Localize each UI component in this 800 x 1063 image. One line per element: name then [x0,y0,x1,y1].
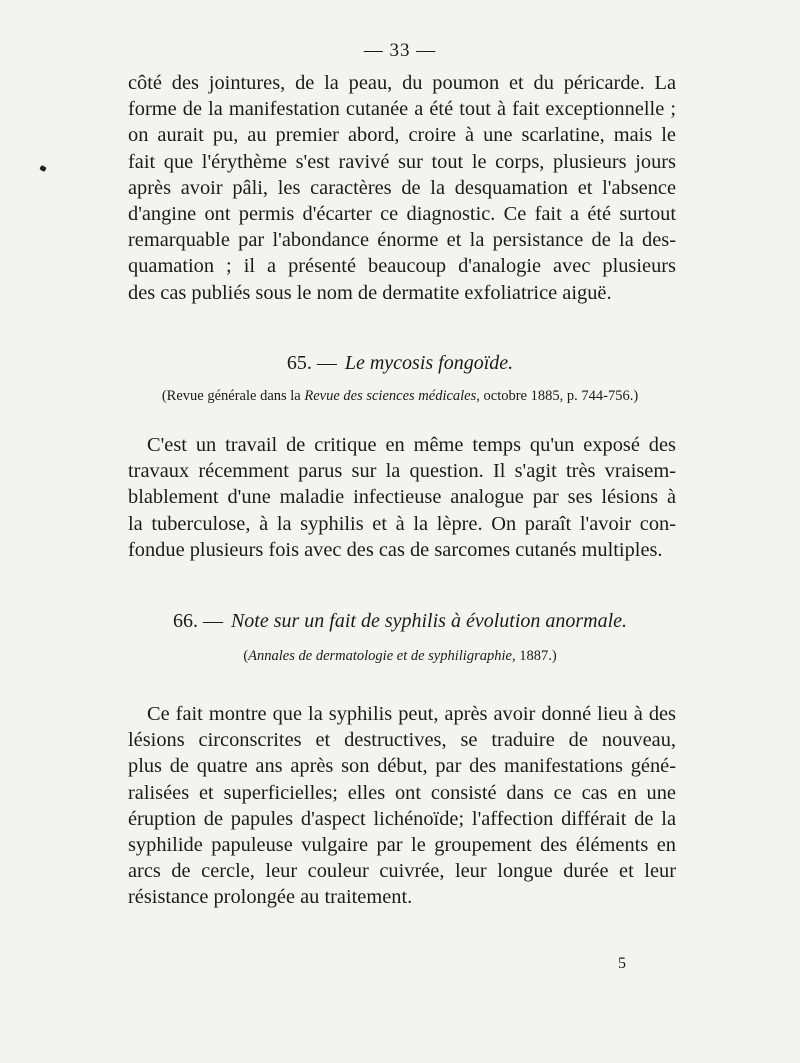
intro-paragraph [128,70,676,306]
page-number: — 33 — [363,40,437,61]
section-65-heading [0,352,800,375]
section-number: 66. — [172,610,223,632]
text-line: ralisées et superficielles; elles ont consisté dans ce cas en une [128,781,676,804]
text-line: forme de la manifestation cutanée a été tout à fait exceptionnelle ; [128,98,676,121]
text-line: syphilide papuleuse vulgaire par le groupement des éléments en [128,834,676,857]
section-65-source: (Revue générale dans la Revue des sciences médicales, octobre 1885, p. 744-756.) [161,388,639,404]
section-66-heading [0,610,800,633]
text-line: plus de quatre ans après son début, par des manifestations géné- [128,755,676,778]
text-line: quamation ; il a présenté beaucoup d'analogie avec plusieurs [128,255,676,278]
text-line: blablement d'une maladie infectieuse analogue par ses lésions à [128,486,676,509]
text-line: travaux récemment parus sur la question. Il s'agit très vraisem- [128,460,676,483]
text-line: on aurait pu, au premier abord, croire à une scarlatine, mais le [128,124,676,147]
text-line: d'angine ont permis d'écarter ce diagnostic. Ce fait a été surtout [128,203,676,226]
section-title: Le mycosis fongoïde. [344,352,514,374]
text-line: Ce fait montre que la syphilis peut, après avoir donné lieu à des [147,703,676,725]
text-line: après avoir pâli, les caractères de la desquamation et l'absence [128,176,676,199]
text-line: des cas publiés sous le nom de dermatite exfoliatrice aiguë. [128,281,612,304]
text-line: fait que l'érythème s'est ravivé sur tout le corps, plusieurs jours [128,150,676,173]
section-title: Note sur un fait de syphilis à évolution anormale. [230,610,628,632]
text-line: résistance prolongée au traitement. [128,886,413,909]
section-number: 65. — [286,352,337,374]
journal-title: Revue des sciences médicales, [304,388,480,404]
text-line: arcs de cercle, leur couleur cuivrée, leur longue durée et leur [128,860,676,883]
text-line: lésions circonscrites et destructives, se traduire de nouveau, [128,729,676,752]
text-line: fondue plusieurs fois avec des cas de sarcomes cutanés multiples. [128,538,663,561]
signature-mark: 5 [618,955,626,972]
text-line: éruption de papules d'aspect lichénoïde; l'affection différait de la [128,807,676,830]
section-66-source: (Annales de dermatologie et de syphiligraphie, 1887.) [243,648,557,664]
text-line: la tuberculose, à la syphilis et à la lèpre. On paraît l'avoir con- [128,512,676,535]
text-line: côté des jointures, de la peau, du poumon et du péricarde. La [128,72,676,94]
text-line: remarquable par l'abondance énorme et la persistance de la des- [128,229,676,252]
ink-speck [39,165,47,172]
journal-title: Annales de dermatologie et de syphiligraphie, [248,648,516,664]
section-65-body [128,432,676,563]
section-66-body [128,701,676,911]
text-line: C'est un travail de critique en même temps qu'un exposé des [147,434,676,456]
